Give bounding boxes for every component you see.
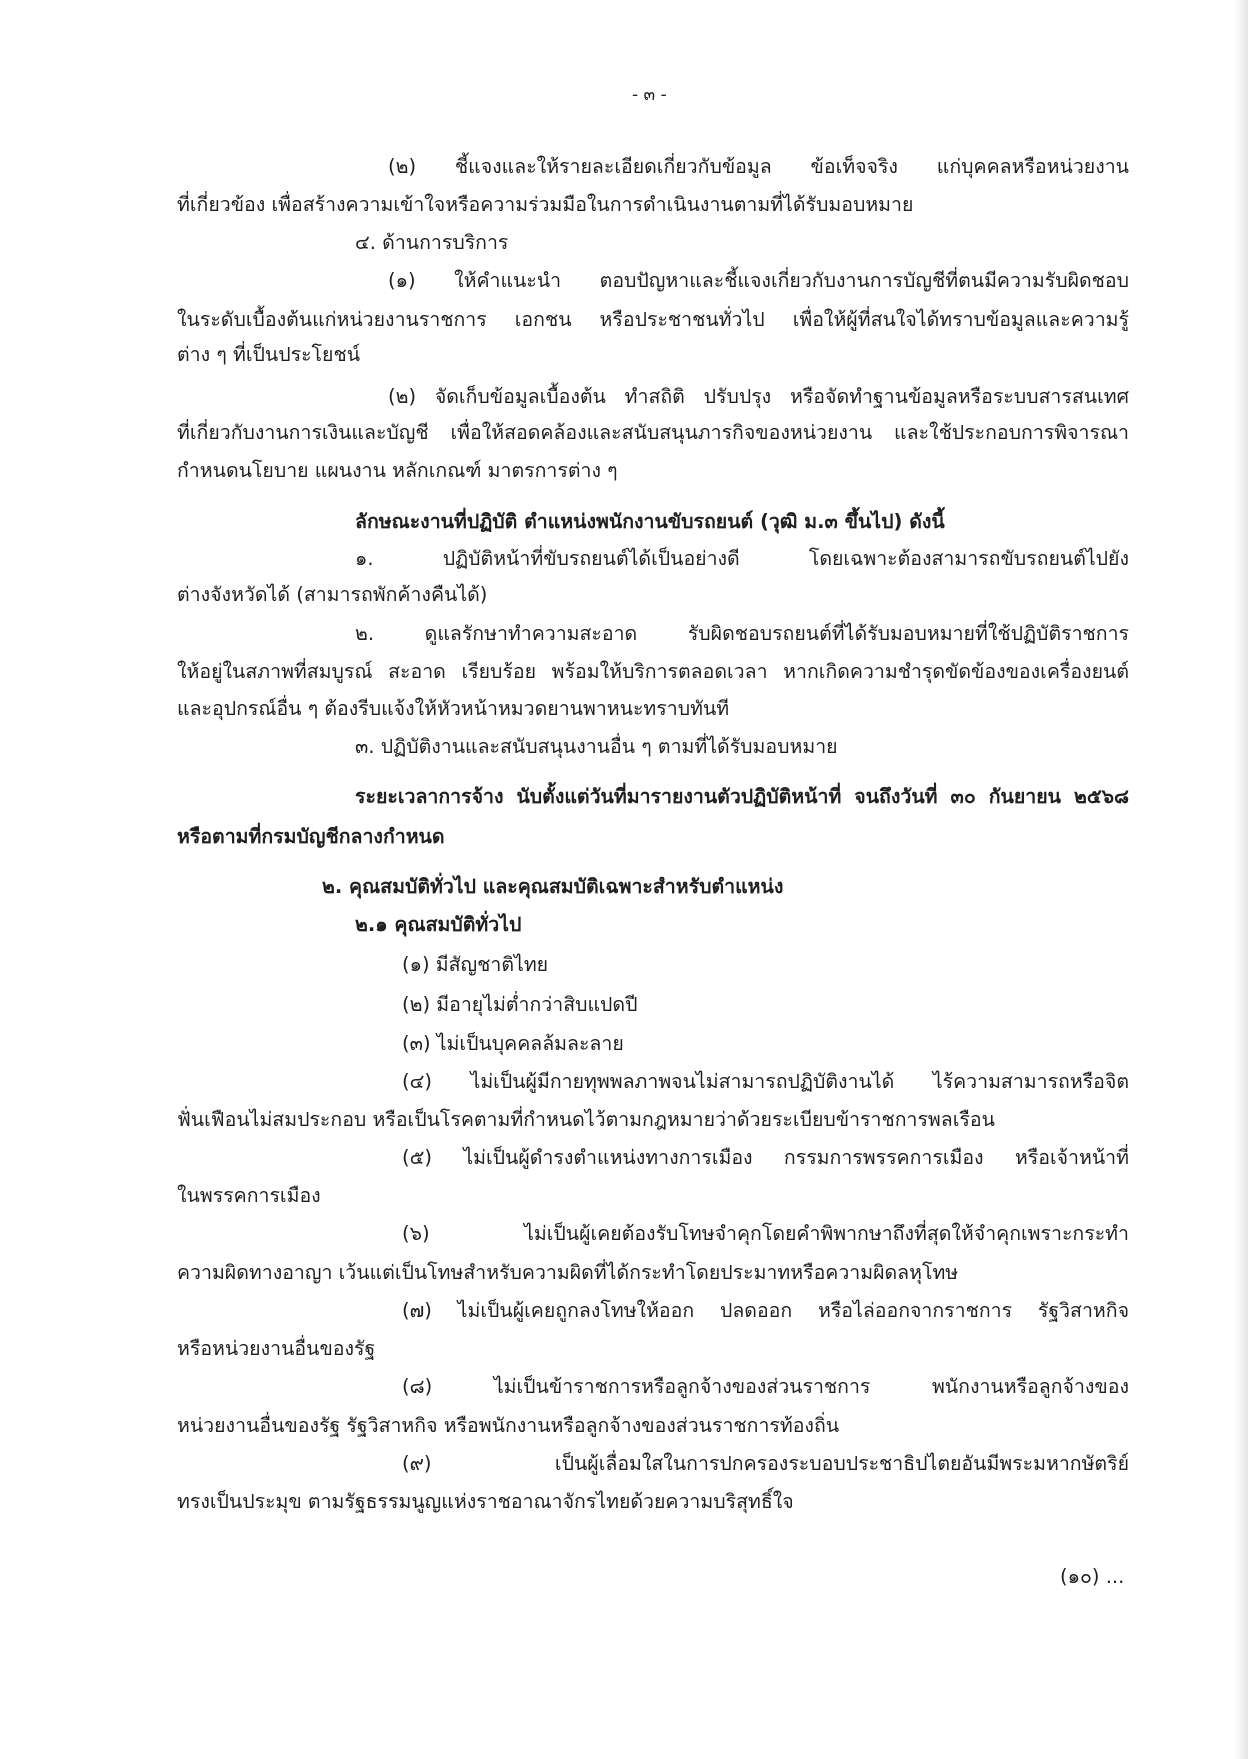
text-line: ความผิดทางอาญา เว้นแต่เป็นโทษสำหรับความผิดที่ได้กระทำโดยประมาทหรือความผิดลหุโทษ — [177, 1261, 959, 1284]
continuation-marker: (๑๐) ... — [1060, 1565, 1125, 1588]
text-line: ให้อยู่ในสภาพที่สมบูรณ์ สะอาด เรียบร้อย พร้อมให้บริการตลอดเวลา หากเกิดความชำรุดขัดข้องของเครื่องยนต์ — [177, 660, 1129, 683]
section-heading: ๒. คุณสมบัติทั่วไป และคุณสมบัติเฉพาะสำหรับตำแหน่ง — [322, 875, 784, 898]
page-number: - ๓ - — [632, 85, 667, 105]
text-line: ๓. ปฏิบัติงานและสนับสนุนงานอื่น ๆ ตามที่ได้รับมอบหมาย — [355, 735, 838, 758]
text-line: (๑) ให้คำแนะนำ ตอบปัญหาและชี้แจงเกี่ยวกับงานการบัญชีที่ตนมีความรับผิดชอบ — [388, 269, 1129, 292]
employment-period-cont: หรือตามที่กรมบัญชีกลางกำหนด — [177, 825, 445, 848]
text-line: (๒) ชี้แจงและให้รายละเอียดเกี่ยวกับข้อมูล ข้อเท็จจริง แก่บุคคลหรือหน่วยงาน — [388, 155, 1129, 178]
list-item: (๒) มีอายุไม่ต่ำกว่าสิบแปดปี — [402, 993, 638, 1016]
list-item: (๔) ไม่เป็นผู้มีกายทุพพลภาพจนไม่สามารถปฏิบัติงานได้ ไร้ความสามารถหรือจิต — [402, 1070, 1129, 1093]
text-line: ที่เกี่ยวข้อง เพื่อสร้างความเข้าใจหรือความร่วมมือในการดำเนินงานตามที่ได้รับมอบหมาย — [177, 193, 914, 216]
text-line: ฟั่นเฟือนไม่สมประกอบ หรือเป็นโรคตามที่กำหนดไว้ตามกฎหมายว่าด้วยระเบียบข้าราชการพลเรือน — [177, 1108, 995, 1131]
text-line: ต่างจังหวัดได้ (สามารถพักค้างคืนได้) — [177, 583, 488, 606]
text-line: ในระดับเบื้องต้นแก่หน่วยงานราชการ เอกชน หรือประชาชนทั่วไป เพื่อให้ผู้ที่สนใจได้ทราบข้อมูลและความรู้ — [177, 308, 1129, 331]
page-edge-shadow — [1234, 0, 1248, 1759]
section-heading: ลักษณะงานที่ปฏิบัติ ตำแหน่งพนักงานขับรถยนต์ (วุฒิ ม.๓ ขึ้นไป) ดังนี้ — [355, 510, 945, 533]
text-line: ทรงเป็นประมุข ตามรัฐธรรมนูญแห่งราชอาณาจักรไทยด้วยความบริสุทธิ์ใจ — [177, 1490, 794, 1513]
text-line: ๒. ดูแลรักษาทำความสะอาด รับผิดชอบรถยนต์ที่ได้รับมอบหมายที่ใช้ปฏิบัติราชการ — [355, 622, 1129, 645]
text-line: หน่วยงานอื่นของรัฐ รัฐวิสาหกิจ หรือพนักงานหรือลูกจ้างของส่วนราชการท้องถิ่น — [177, 1414, 840, 1437]
text-line: กำหนดนโยบาย แผนงาน หลักเกณฑ์ มาตรการต่าง ๆ — [177, 459, 618, 482]
subsection-heading: ๒.๑ คุณสมบัติทั่วไป — [355, 913, 522, 936]
text-line: ที่เกี่ยวกับงานการเงินและบัญชี เพื่อให้สอดคล้องและสนับสนุนภารกิจของหน่วยงาน และใช้ประกอบการพิจารณา — [177, 421, 1129, 444]
text-line: (๒) จัดเก็บข้อมูลเบื้องต้น ทำสถิติ ปรับปรุง หรือจัดทำฐานข้อมูลหรือระบบสารสนเทศ — [388, 385, 1129, 408]
text-line: ๔. ด้านการบริการ — [355, 231, 509, 254]
list-item: (๖) ไม่เป็นผู้เคยต้องรับโทษจำคุกโดยคำพิพากษาถึงที่สุดให้จำคุกเพราะกระทำ — [402, 1222, 1129, 1245]
text-line: ต่าง ๆ ที่เป็นประโยชน์ — [177, 343, 361, 366]
list-item: (๑) มีสัญชาติไทย — [402, 953, 549, 976]
list-item: (๓) ไม่เป็นบุคคลล้มละลาย — [402, 1032, 624, 1055]
text-line: ๑. ปฏิบัติหน้าที่ขับรถยนต์ได้เป็นอย่างดี โดยเฉพาะต้องสามารถขับรถยนต์ไปยัง — [355, 547, 1129, 570]
list-item: (๕) ไม่เป็นผู้ดำรงตำแหน่งทางการเมือง กรรมการพรรคการเมือง หรือเจ้าหน้าที่ — [402, 1146, 1129, 1169]
text-line: หรือหน่วยงานอื่นของรัฐ — [177, 1337, 376, 1360]
text-line: ในพรรคการเมือง — [177, 1184, 321, 1207]
list-item: (๗) ไม่เป็นผู้เคยถูกลงโทษให้ออก ปลดออก หรือไล่ออกจากราชการ รัฐวิสาหกิจ — [402, 1299, 1129, 1322]
list-item: (๙) เป็นผู้เลื่อมใสในการปกครองระบอบประชาธิปไตยอันมีพระมหากษัตริย์ — [402, 1452, 1129, 1475]
employment-period: ระยะเวลาการจ้าง นับตั้งแต่วันที่มารายงานตัวปฏิบัติหน้าที่ จนถึงวันที่ ๓๐ กันยายน ๒๕๖๘ — [355, 785, 1129, 808]
list-item: (๘) ไม่เป็นข้าราชการหรือลูกจ้างของส่วนราชการ พนักงานหรือลูกจ้างของ — [402, 1375, 1129, 1398]
text-line: และอุปกรณ์อื่น ๆ ต้องรีบแจ้งให้หัวหน้าหมวดยานพาหนะทราบทันที — [177, 697, 730, 720]
